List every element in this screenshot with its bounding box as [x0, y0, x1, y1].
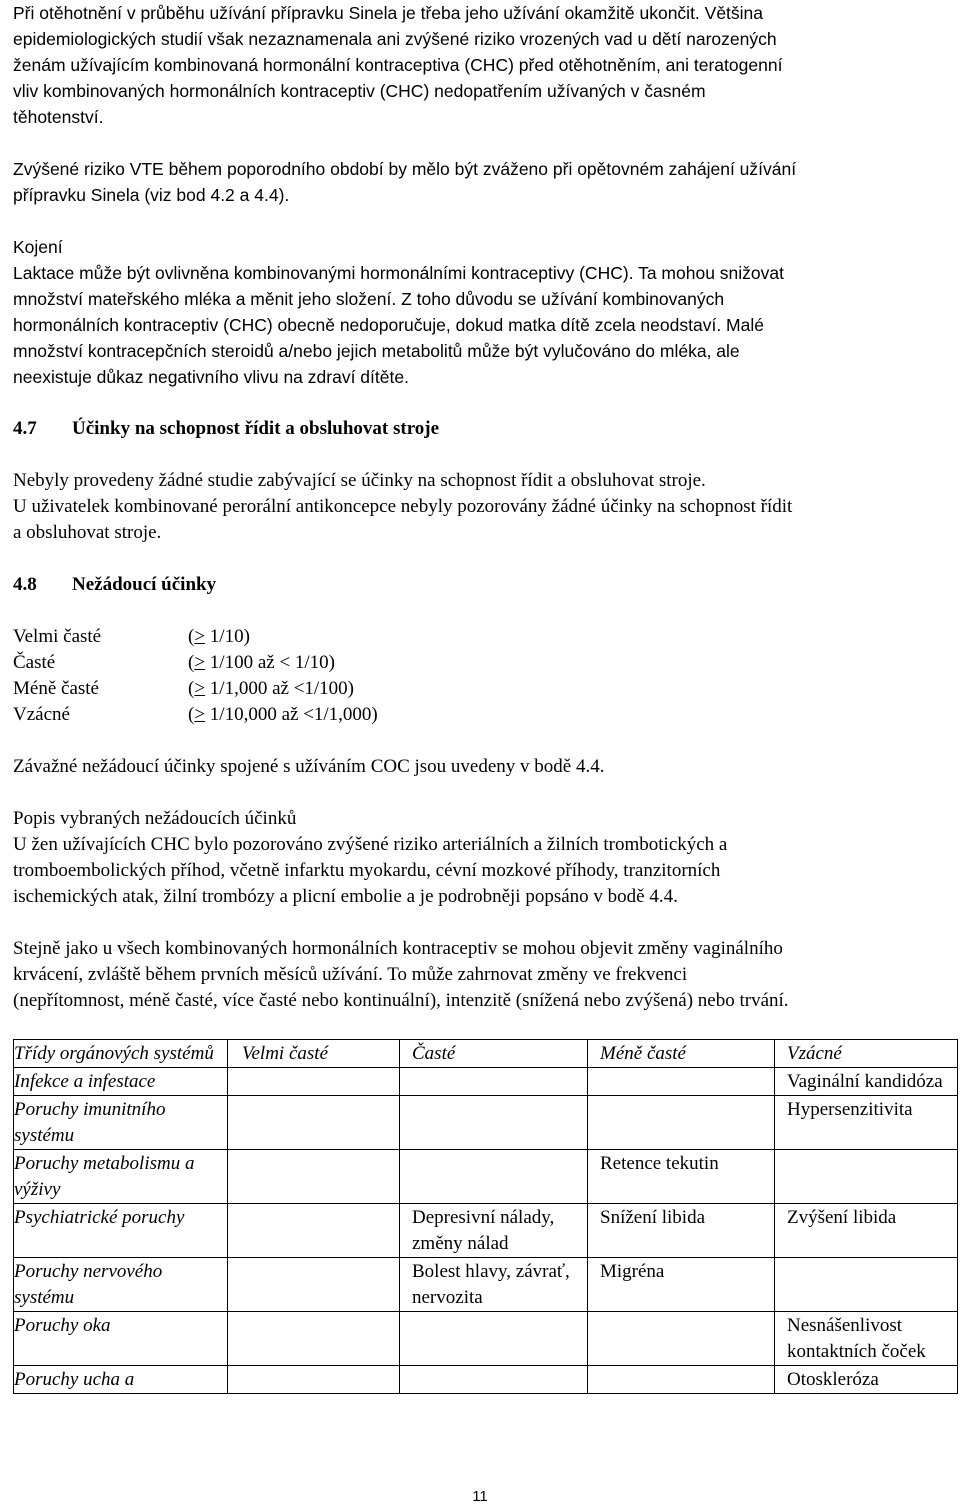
table-cell-soc: Poruchy oka — [14, 1312, 228, 1366]
table-cell — [228, 1312, 400, 1366]
frequency-label: Velmi časté — [13, 626, 102, 647]
text-line: množství mateřského mléka a měnit jeho složení. Z toho důvodu se užívání kombinovaných — [13, 289, 725, 309]
text-line: tromboembolických příhod, včetně infarktu myokardu, cévní mozkové příhody, tranzitorních — [13, 860, 721, 881]
table-cell — [588, 1312, 775, 1366]
text-line: epidemiologických studií však nezaznamenala ani zvýšené riziko vrozených vad u dětí narozených — [13, 29, 777, 49]
table-row — [14, 1204, 958, 1258]
table-cell — [400, 1366, 588, 1394]
table-cell: Bolest hlavy, závrať, nervozita — [400, 1258, 588, 1312]
frequency-range: (> 1/10) — [188, 626, 250, 647]
table-header-cell: Vzácné — [775, 1040, 958, 1068]
frequency-label: Méně časté — [13, 678, 99, 699]
text-line: Zvýšené riziko VTE během poporodního období by mělo být zváženo při opětovném zahájení užívání — [13, 159, 797, 179]
table-header-cell: Časté — [400, 1040, 588, 1068]
text-line: Laktace může být ovlivněna kombinovanými hormonálními kontraceptivy (CHC). Ta mohou snižovat — [13, 263, 784, 283]
frequency-range: (> 1/100 až < 1/10) — [188, 652, 336, 673]
text-line: Při otěhotnění v průběhu užívání přípravku Sinela je třeba jeho užívání okamžitě ukončit. Většina — [13, 3, 764, 23]
frequency-row — [13, 624, 948, 650]
table-cell: Vaginální kandidóza — [775, 1068, 958, 1096]
table-row — [14, 1068, 958, 1096]
text-line: a obsluhovat stroje. — [13, 522, 162, 543]
table-cell: Depresivní nálady, změny nálad — [400, 1204, 588, 1258]
table-cell-soc: Poruchy ucha a — [14, 1366, 228, 1394]
table-cell: Snížení libida — [588, 1204, 775, 1258]
table-cell — [228, 1204, 400, 1258]
text-line: Stejně jako u všech kombinovaných hormonálních kontraceptiv se mohou objevit změny vaginálního — [13, 938, 783, 959]
frequency-row — [13, 702, 948, 728]
table-cell — [400, 1096, 588, 1150]
text-line: U uživatelek kombinované perorální antikoncepce nebyly pozorovány žádné účinky na schopnost řídit — [13, 496, 793, 517]
table-cell — [400, 1068, 588, 1096]
frequency-range: (> 1/10,000 až <1/1,000) — [188, 704, 378, 725]
table-header-cell: Méně časté — [588, 1040, 775, 1068]
table-row — [14, 1366, 958, 1394]
subheading-popis: Popis vybraných nežádoucích účinků — [13, 808, 297, 829]
subheading-kojeni: Kojení — [13, 237, 63, 257]
table-row — [14, 1150, 958, 1204]
table-row — [14, 1312, 958, 1366]
text-line: Nebyly provedeny žádné studie zabývající se účinky na schopnost řídit a obsluhovat stroje. — [13, 470, 706, 491]
table-cell: Otoskleróza — [775, 1366, 958, 1394]
table-cell: Nesnášenlivost kontaktních čoček — [775, 1312, 958, 1366]
table-cell: Zvýšení libida — [775, 1204, 958, 1258]
table-cell — [400, 1150, 588, 1204]
table-cell — [588, 1096, 775, 1150]
table-cell — [588, 1068, 775, 1096]
page-number: 11 — [472, 1488, 488, 1505]
serious-effects-line: Závažné nežádoucí účinky spojené s užíváním COC jsou uvedeny v bodě 4.4. — [13, 756, 605, 777]
frequency-label: Vzácné — [13, 704, 70, 725]
table-cell: Migréna — [588, 1258, 775, 1312]
table-header-row — [14, 1040, 958, 1068]
text-line: neexistuje důkaz negativního vlivu na zdraví dítěte. — [13, 367, 409, 387]
table-cell — [228, 1096, 400, 1150]
text-line: množství kontracepčních steroidů a/nebo jejich metabolitů může být vylučováno do mléka, ale — [13, 341, 740, 361]
table-cell-soc: Poruchy imunitního systému — [14, 1096, 228, 1150]
section-number: 4.8 — [13, 574, 37, 595]
intro-paragraph — [13, 0, 948, 130]
section-title: Nežádoucí účinky — [72, 574, 217, 595]
table-cell-soc: Poruchy metabolismu a výživy — [14, 1150, 228, 1204]
adverse-effects-table — [13, 1039, 958, 1394]
frequency-range: (> 1/1,000 až <1/100) — [188, 678, 355, 699]
section-heading-4-8 — [13, 572, 948, 598]
table-cell — [228, 1068, 400, 1096]
section-title: Účinky na schopnost řídit a obsluhovat stroje — [72, 418, 440, 439]
selected-effects-paragraph — [13, 806, 948, 910]
lactation-paragraph — [13, 234, 948, 390]
table-cell — [228, 1258, 400, 1312]
table-cell — [775, 1150, 958, 1204]
table-cell — [588, 1366, 775, 1394]
table-row — [14, 1258, 958, 1312]
frequency-list — [13, 624, 948, 728]
table-cell: Hypersenzitivita — [775, 1096, 958, 1150]
table-cell-soc: Poruchy nervového systému — [14, 1258, 228, 1312]
table-cell — [228, 1366, 400, 1394]
text-line: (nepřítomnost, méně časté, více časté nebo kontinuální), intenzitě (snížená nebo zvýšená) nebo trvání. — [13, 990, 789, 1011]
frequency-row — [13, 676, 948, 702]
text-line: těhotenství. — [13, 107, 104, 127]
table-cell-soc: Psychiatrické poruchy — [14, 1204, 228, 1258]
vte-paragraph — [13, 156, 948, 208]
table-header-cell: Třídy orgánových systémů — [14, 1040, 228, 1068]
text-line: krvácení, zvláště během prvních měsíců užívání. To může zahrnovat změny ve frekvenci — [13, 964, 688, 985]
frequency-row — [13, 650, 948, 676]
section-number: 4.7 — [13, 418, 37, 439]
driving-paragraph — [13, 468, 948, 546]
frequency-label: Časté — [13, 652, 56, 673]
bleeding-paragraph — [13, 936, 948, 1014]
text-line: hormonálních kontraceptiv (CHC) obecně nedoporučuje, dokud matka dítě zcela neodstaví. Malé — [13, 315, 764, 335]
table-cell: Retence tekutin — [588, 1150, 775, 1204]
text-line: vliv kombinovaných hormonálních kontraceptiv (CHC) nedopatřením užívaných v časném — [13, 81, 706, 101]
table-cell — [228, 1150, 400, 1204]
text-line: přípravku Sinela (viz bod 4.2 a 4.4). — [13, 185, 290, 205]
table-header-cell: Velmi časté — [228, 1040, 400, 1068]
table-row — [14, 1096, 958, 1150]
text-line: U žen užívajících CHC bylo pozorováno zvýšené riziko arteriálních a žilních trombotických a — [13, 834, 728, 855]
document-page — [13, 0, 948, 1390]
text-line: ženám užívajícím kombinovaná hormonální kontraceptiva (CHC) před otěhotněním, ani teratogenní — [13, 55, 783, 75]
table-cell — [400, 1312, 588, 1366]
table-cell-soc: Infekce a infestace — [14, 1068, 228, 1096]
table-cell — [775, 1258, 958, 1312]
section-heading-4-7 — [13, 416, 948, 442]
text-line: ischemických atak, žilní trombózy a plicní embolie a je podrobněji popsáno v bodě 4.4. — [13, 886, 678, 907]
